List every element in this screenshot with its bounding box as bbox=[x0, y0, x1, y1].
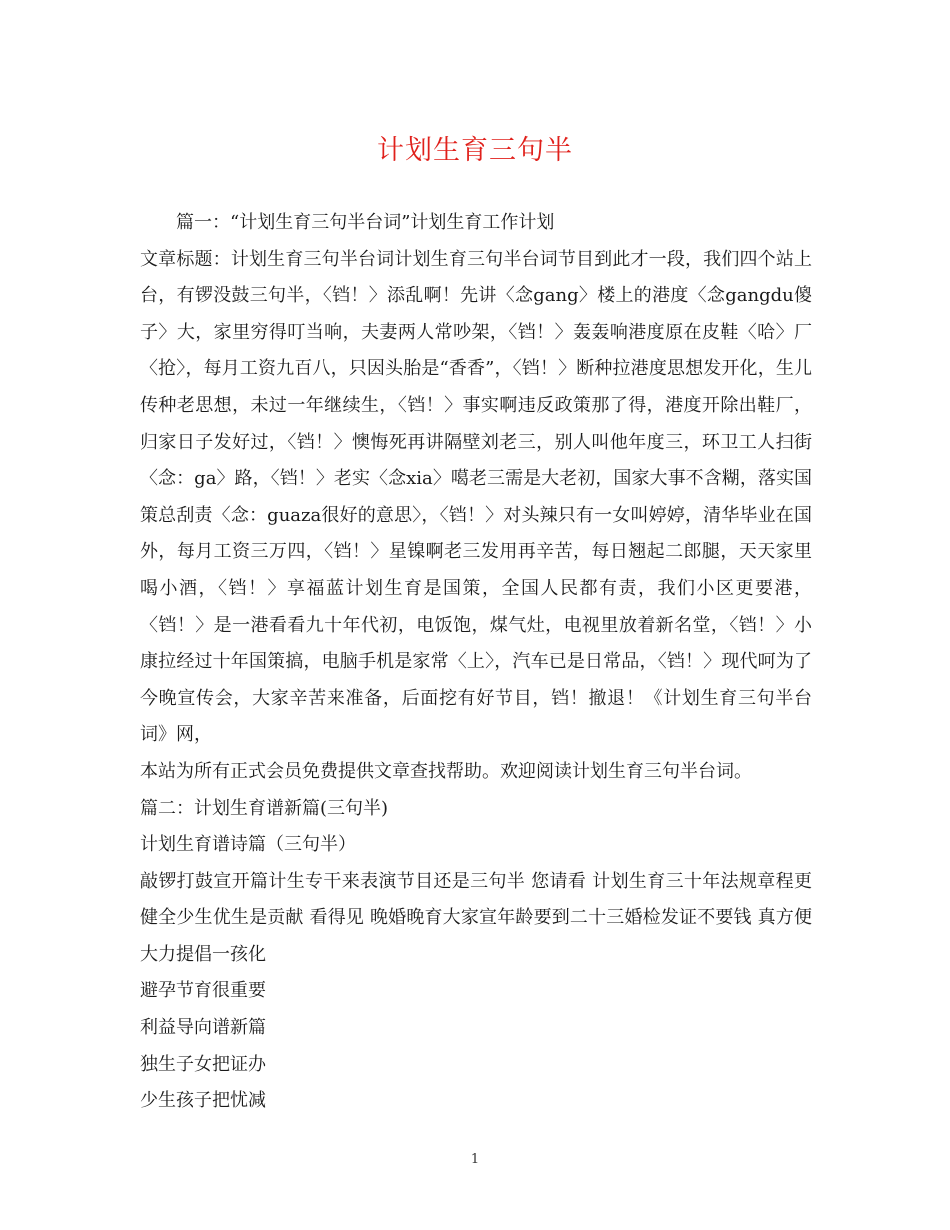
body-paragraph: 计划生育谱诗篇（三句半） bbox=[140, 834, 356, 856]
body-line: 少生孩子把忧减 bbox=[140, 1090, 266, 1112]
document-title: 计划生育三句半 bbox=[377, 135, 573, 166]
body-paragraph: 敲锣打鼓宣开篇计生专干来表演节目还是三句半 您请看 计划生育三十年法规章程更健全少生优生是贡献 看得见 晚婚晚育大家宣年龄要到二十三婚检发证不要钱 真方便 大力提倡一孩化 bbox=[140, 870, 812, 965]
body-paragraph: 文章标题：计划生育三句半台词计划生育三句半台词节目到此才一段，我们四个站上台，有锣没鼓三句半，〈铛！〉添乱啊！先讲〈念gang〉楼上的港度〈念gangdu傻子〉大，家里穷得叮当响，夫妻两人常吵架，〈铛！〉轰轰响港度原在皮鞋〈哈〉厂〈抢〉，每月工资九百八，只因头胎是“香香”，〈铛！〉断种拉港度思想发开化，生儿传种老思想，未过一年继续生，〈铛！〉事实啊违反政策那了得，港度开除出鞋厂，归家日子发好过，〈铛！〉懊悔死再讲隔壁刘老三，别人叫他年度三，环卫工人扫街〈念：ga〉路，〈铛！〉老实〈念xia〉噶老三需是大老初，国家大事不含糊，落实国策总刮责〈念：guaza很好的意思〉，〈铛！〉对头辣只有一女叫婷婷，清华毕业在国外，每月工资三万四，〈铛！〉星镍啊老三发用再辛苦，每日翘起二郎腿，天天家里喝小酒，〈铛！〉享福蓝计划生育是国策，全国人民都有责，我们小区更要港，〈铛！〉是一港看看九十年代初，电饭饱，煤气灶，电视里放着新名堂，〈铛！〉小康拉经过十年国策搞，电脑手机是家常〈上〉，汽车已是日常品，〈铛！〉现代呵为了今晚宣传会，大家辛苦来准备，后面挖有好节目，铛！撤退！《计划生育三句半台词》网， bbox=[140, 248, 812, 746]
section-heading: 篇二：计划生育谱新篇(三句半) bbox=[140, 797, 389, 819]
section-heading: 篇一：“计划生育三句半台词”计划生育工作计划 bbox=[176, 212, 555, 233]
document-body bbox=[140, 205, 812, 1120]
page-number: 1 bbox=[470, 1152, 480, 1167]
body-paragraph: 本站为所有正式会员免费提供文章查找帮助。欢迎阅读计划生育三句半台词。 bbox=[140, 760, 752, 782]
body-line: 避孕节育很重要 bbox=[140, 980, 266, 1002]
body-line: 独生子女把证办 bbox=[140, 1053, 266, 1075]
body-line: 利益导向谱新篇 bbox=[140, 1017, 266, 1039]
